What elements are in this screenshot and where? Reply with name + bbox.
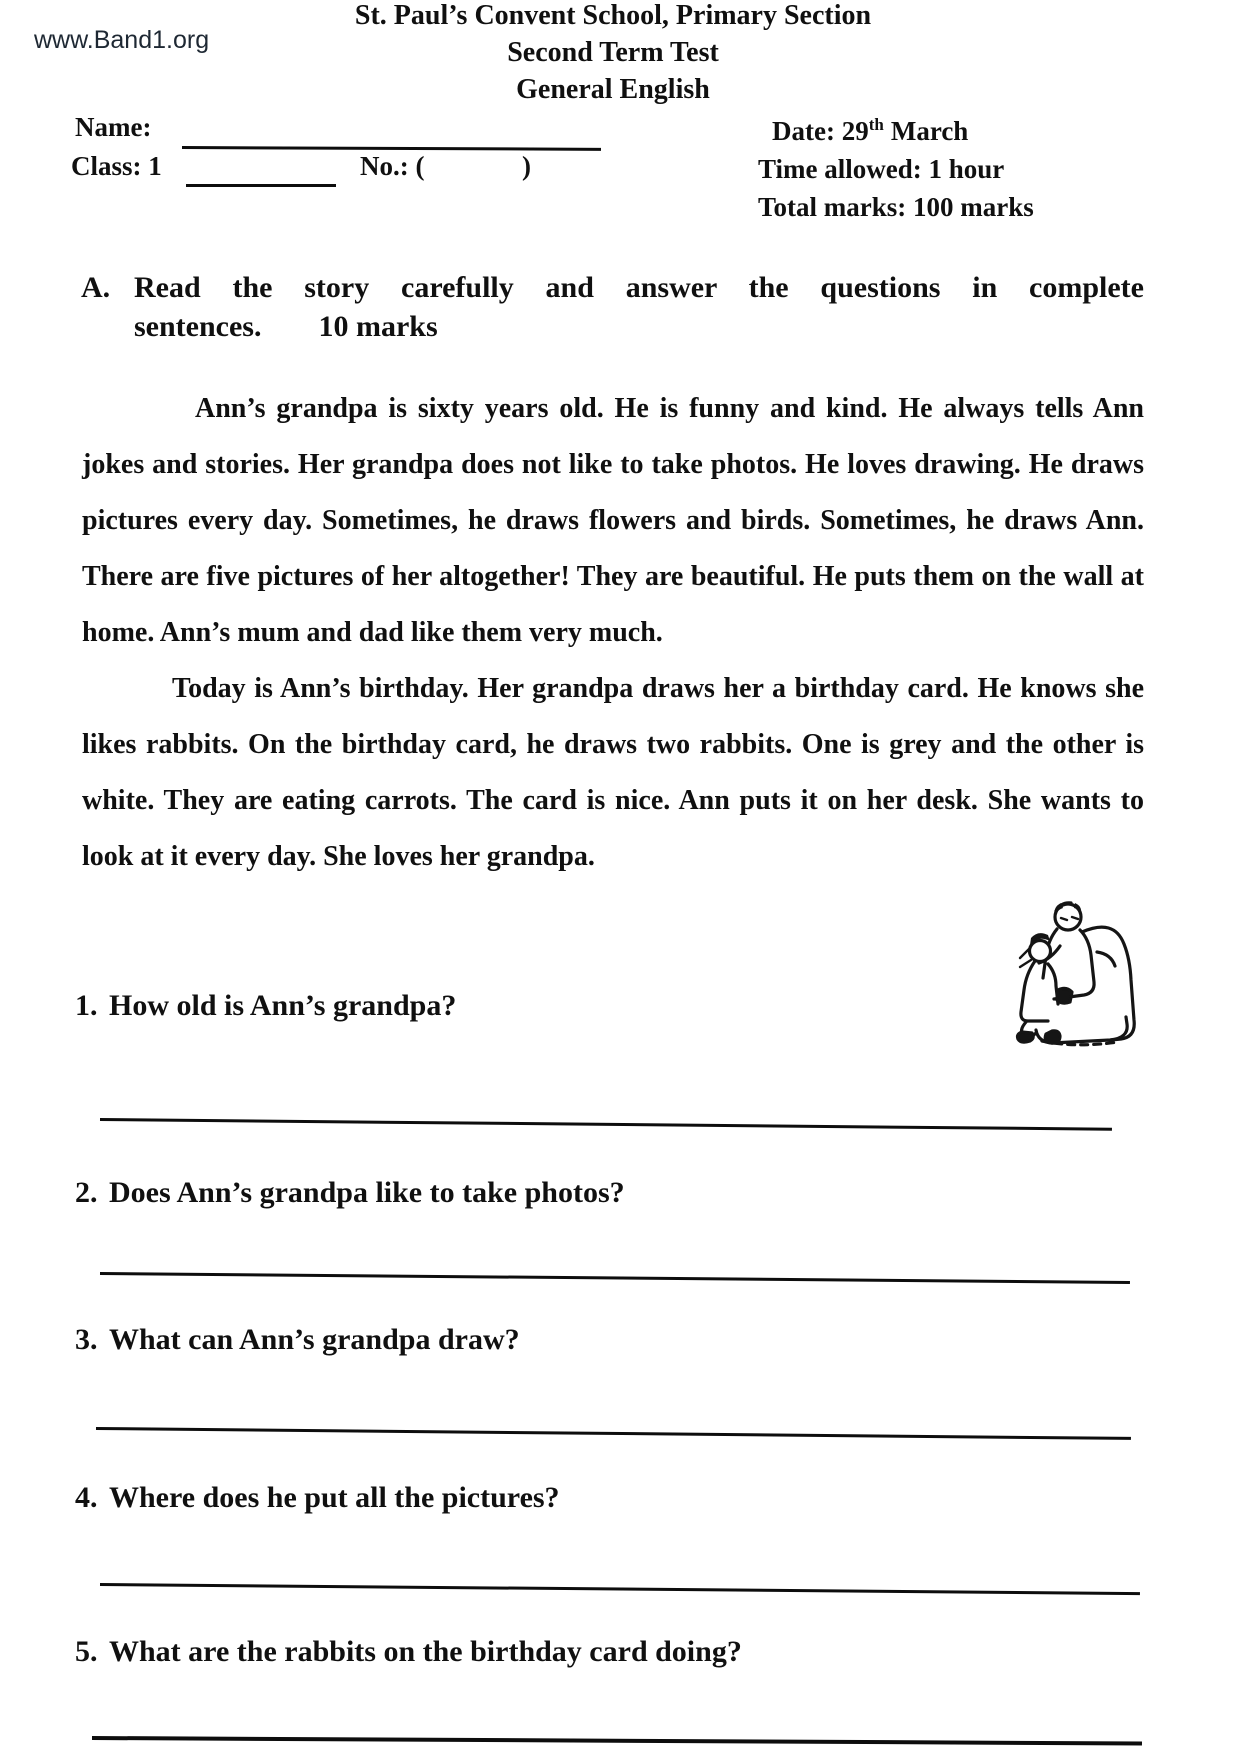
time-allowed: Time allowed: 1 hour [758, 154, 1005, 184]
section-a-label: A. [81, 271, 111, 304]
section-a-instruction-line2: sentences. [134, 310, 262, 343]
total-marks: Total marks: 100 marks [758, 192, 1034, 222]
question-1-text: How old is Ann’s grandpa? [109, 989, 457, 1022]
story-paragraph-2: Today is Ann’s birthday. Her grandpa draws her a birthday card. He knows she likes rabbits. On the birthday card, he draws two rabbits. One is grey and the other is white. They are eating carrots. The card is nice. Ann puts it on her desk. She wants to look at it every day. She loves her grandpa. [82, 673, 1144, 872]
question-2-number: 2. [75, 1176, 98, 1209]
answer-line-4[interactable] [100, 1583, 1140, 1595]
reading-passage [82, 381, 1144, 885]
school-title: St. Paul’s Convent School, Primary Section [354, 0, 872, 31]
exam-meta [758, 112, 1034, 226]
student-number-label: No.: ( [360, 151, 425, 181]
question-5 [75, 1635, 742, 1669]
question-1 [75, 989, 456, 1023]
test-title: Second Term Test [507, 37, 719, 68]
answer-line-1[interactable] [100, 1118, 1112, 1131]
question-3 [75, 1323, 520, 1357]
subject-title: General English [516, 74, 710, 105]
student-number-close-paren: ) [522, 151, 531, 181]
question-5-text: What are the rabbits on the birthday card doing? [109, 1635, 742, 1668]
story-paragraph-1: Ann’s grandpa is sixty years old. He is funny and kind. He always tells Ann jokes and stories. Her grandpa does not like to take photos. He loves drawing. He draws pictures every day. Sometimes, he draws flowers and birds. Sometimes, he draws Ann. There are five pictures of her altogether! They are beautiful. He puts them on the wall at home. Ann’s mum and dad like them very much. [82, 393, 1144, 648]
section-a-instruction-line1: Read the story carefully and answer the questions in complete [134, 271, 1144, 304]
answer-line-3[interactable] [96, 1427, 1131, 1440]
exam-date: Date: 29th March [772, 115, 969, 146]
grandpa-and-child-illustration [1002, 893, 1137, 1047]
watermark: www.Band1.org [34, 26, 210, 54]
class-label: Class: 1 [71, 151, 162, 181]
question-5-number: 5. [75, 1635, 98, 1668]
class-field[interactable] [186, 184, 336, 187]
question-1-number: 1. [75, 989, 98, 1022]
question-2 [75, 1176, 625, 1210]
question-4-number: 4. [75, 1481, 98, 1514]
section-a-marks: 10 marks [318, 310, 438, 343]
answer-line-2[interactable] [100, 1272, 1130, 1284]
question-3-text: What can Ann’s grandpa draw? [109, 1323, 520, 1356]
date-ordinal-superscript: th [868, 115, 884, 134]
answer-line-5[interactable] [92, 1736, 1142, 1745]
question-3-number: 3. [75, 1323, 98, 1356]
question-4 [75, 1481, 560, 1515]
section-a-heading [81, 268, 1144, 346]
question-2-text: Does Ann’s grandpa like to take photos? [109, 1176, 625, 1209]
question-4-text: Where does he put all the pictures? [109, 1481, 560, 1514]
exam-header [82, 0, 1144, 108]
name-label: Name: [75, 112, 152, 142]
